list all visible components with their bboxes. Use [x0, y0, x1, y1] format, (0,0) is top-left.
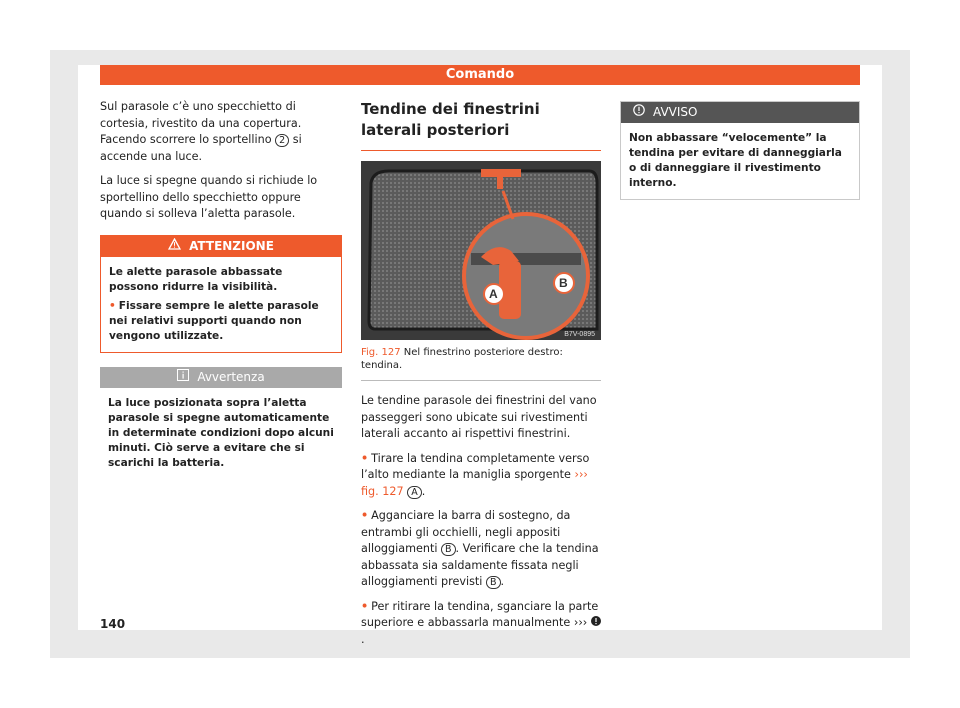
page-number: 140 [100, 617, 126, 631]
bullet-icon: • [361, 599, 369, 613]
notice-body: Non abbassare “velocemente” la tendina per evitare di danneggiarla o di danneggiare il rivestimento interno. [629, 132, 842, 189]
step-text: . Verificare che la tendina abbassata sia saldamente fissata negli alloggiamenti previsti [361, 542, 599, 588]
bullet-icon: • [361, 451, 369, 465]
paragraph-mirror [100, 99, 342, 165]
column-right [620, 101, 860, 214]
notice-circle-icon [633, 104, 645, 121]
warning-triangle-icon [168, 238, 181, 255]
caption-ref: Fig. 127 [361, 347, 401, 358]
step-text: Agganciare la barra di sostegno, da entrambi gli occhielli, negli appositi alloggiamenti [361, 509, 571, 555]
letter-callout-b: B [486, 576, 501, 589]
notice-circle-icon [591, 615, 601, 632]
note-title: Avvertenza [197, 369, 265, 384]
bullet-icon: • [109, 299, 116, 312]
step-bullet-3: • Per ritirare la tendina, sganciare la parte superiore e abbassarla manualmente ››› . [361, 599, 601, 649]
warning-box [100, 235, 342, 353]
step-text: Per ritirare la tendina, sganciare la parte superiore e abbassarla manualmente [361, 599, 599, 629]
warning-bullet [109, 299, 333, 344]
notice-box [620, 101, 860, 200]
warning-bullet-text: Fissare sempre le alette parasole nei relativi supporti quando non vengono utilizzate. [109, 299, 319, 342]
figure-label-b: B [559, 276, 568, 290]
note-body: La luce posizionata sopra l’aletta parasole si spegne automaticamente in determinate condizioni dopo alcuni minuti. Ciò serve a evitare che si scarichi la batteria. [100, 388, 342, 479]
caption-text: Nel finestrino posteriore destro: tendina. [361, 347, 563, 371]
section-header: Comando [100, 65, 860, 85]
step-text: Tirare la tendina completamente verso l’alto mediante la maniglia sporgente [361, 451, 590, 481]
warning-header [101, 236, 341, 257]
figure-code: B7V-0895 [564, 331, 595, 338]
info-icon [177, 369, 189, 386]
notice-title: AVVISO [653, 105, 698, 120]
step-bullet-2: • Agganciare la barra di sostegno, da entrambi gli occhielli, negli appositi alloggiamenti B . Verificare che la tendina abbassata sia saldamente fissata negli alloggiamenti previsti B . [361, 509, 599, 588]
warning-line: Le alette parasole abbassate possono ridurre la visibilità. [109, 265, 283, 293]
figure-label-a: A [489, 287, 498, 301]
number-callout: 2 [275, 134, 289, 147]
letter-callout-a: A [407, 486, 422, 499]
figure-link[interactable]: ››› fig. 127 [361, 468, 588, 498]
note-header [100, 367, 342, 388]
paragraph-text: Sul parasole c’è uno specchietto di cortesia, rivestito da una copertura. Facendo scorrere lo sportellino [100, 100, 302, 146]
bullet-icon: • [361, 509, 369, 522]
note-box [100, 367, 342, 479]
section-heading: Tendine dei finestrini laterali posteriori [361, 99, 601, 151]
warning-body [101, 257, 341, 352]
figure-window-blind [361, 161, 601, 340]
paragraph-light: La luce si spegne quando si richiude lo sportellino dello specchietto oppure quando si solleva l’aletta parasole. [100, 174, 318, 220]
column-middle [361, 99, 601, 656]
notice-header [621, 102, 859, 123]
step-bullet-1: • Tirare la tendina completamente verso l’alto mediante la maniglia sporgente ››› fig. 127 A . [361, 451, 590, 498]
intro-paragraph: Le tendine parasole dei finestrini del vano passeggeri sono ubicate sui rivestimenti laterali accanto ai rispettivi finestrini. [361, 394, 597, 440]
paragraph-text: si accende una luce. [100, 133, 302, 163]
column-left [100, 99, 342, 493]
notice-link[interactable]: ››› [573, 616, 588, 629]
letter-callout-b: B [441, 543, 456, 556]
figure-caption [361, 340, 601, 381]
warning-title: ATTENZIONE [189, 238, 274, 253]
